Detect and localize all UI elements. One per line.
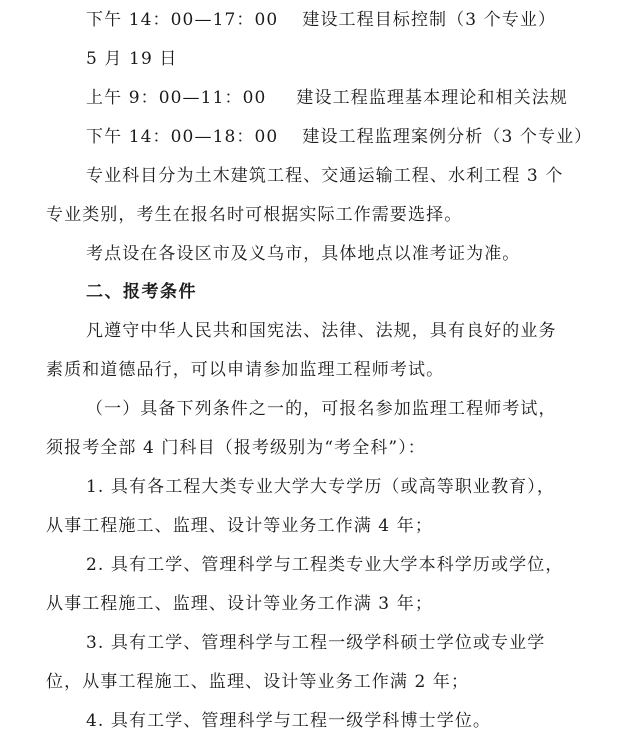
list-item-2-line1: 2. 具有工学、管理科学与工程类专业大学本科学历或学位， [86, 555, 564, 575]
schedule-time: 下午 14：00—17：00 [86, 10, 279, 30]
majors-paragraph-line1: 专业科目分为土木建筑工程、交通运输工程、水利工程 3 个 [86, 166, 564, 186]
list-item-3-line1: 3. 具有工学、管理科学与工程一级学科硕士学位或专业学 [86, 633, 546, 653]
list-item-3-line2: 位，从事工程施工、监理、设计等业务工作满 2 年； [46, 672, 470, 692]
majors-paragraph-line2: 专业类别，考生在报名时可根据实际工作需要选择。 [46, 205, 463, 225]
schedule-subject: 建设工程目标控制（3 个专业） [302, 10, 557, 30]
list-item-2-line2: 从事工程施工、监理、设计等业务工作满 3 年； [46, 594, 433, 614]
schedule-day2-am [86, 87, 568, 109]
schedule-subject: 建设工程监理基本理论和相关法规 [296, 88, 568, 108]
condition1-line1: （一）具备下列条件之一的，可报名参加监理工程师考试， [86, 399, 557, 419]
list-item-1-line2: 从事工程施工、监理、设计等业务工作满 4 年； [46, 516, 433, 536]
intro-line1: 凡遵守中华人民共和国宪法、法律、法规，具有良好的业务 [86, 321, 557, 341]
venue-paragraph: 考点设在各设区市及义乌市，具体地点以准考证为准。 [86, 244, 521, 264]
schedule-day2-pm [86, 126, 592, 148]
list-item-4-line1: 4. 具有工学、管理科学与工程一级学科博士学位。 [86, 711, 492, 731]
schedule-day2-date: 5 月 19 日 [86, 49, 178, 69]
schedule-subject: 建设工程监理案例分析（3 个专业） [302, 127, 593, 147]
schedule-day1-pm [86, 9, 556, 31]
section-heading: 二、报考条件 [86, 282, 197, 302]
intro-line2: 素质和道德品行，可以申请参加监理工程师考试。 [46, 360, 445, 380]
list-item-1-line1: 1. 具有各工程大类专业大学大专学历（或高等职业教育）， [86, 477, 555, 497]
schedule-time: 下午 14：00—18：00 [86, 127, 279, 147]
schedule-time: 上午 9：00—11：00 [86, 88, 267, 108]
condition1-line2: 须报考全部 4 门科目（报考级别为“考全科”）： [46, 438, 426, 458]
